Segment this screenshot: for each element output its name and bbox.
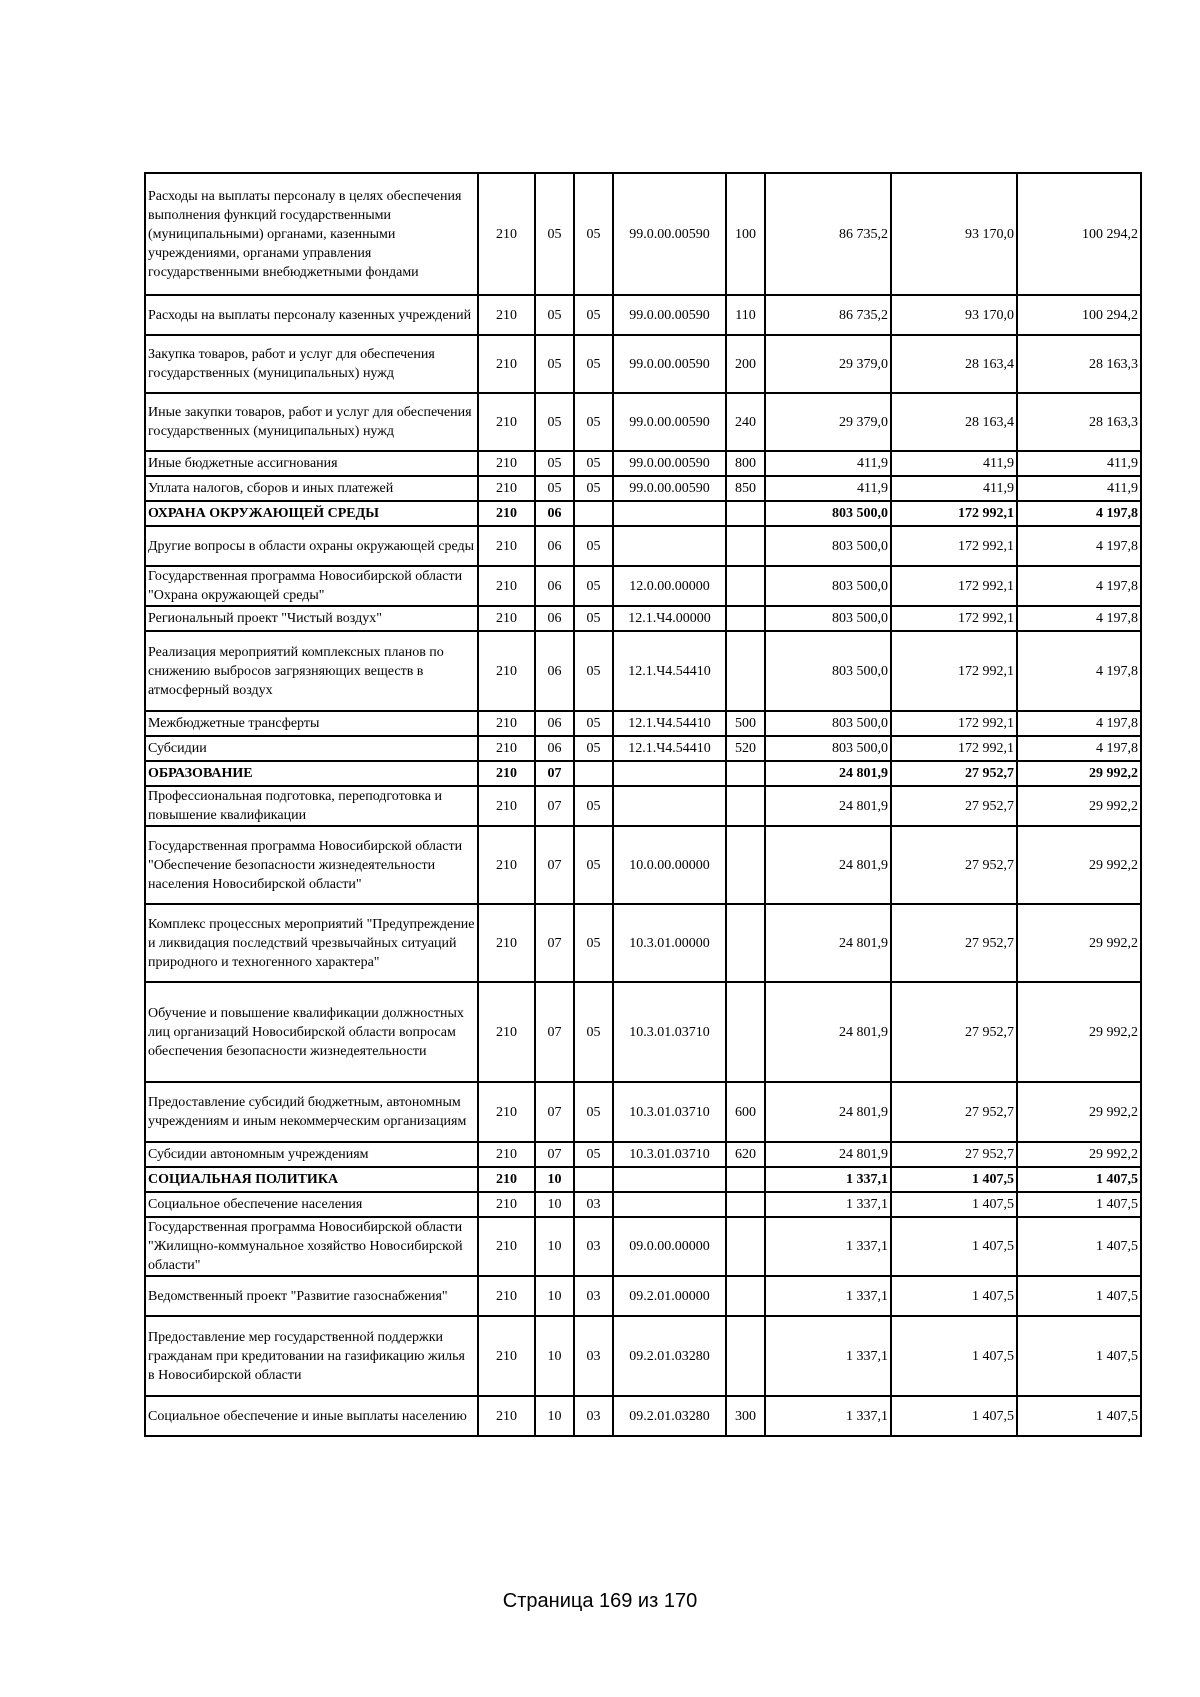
table-row (145, 711, 1141, 736)
row-amount-3: 4 197,8 (1017, 526, 1141, 566)
row-section: 06 (535, 736, 574, 761)
table-row (145, 1192, 1141, 1217)
table-row (145, 1167, 1141, 1192)
table-row (145, 173, 1141, 295)
row-section: 07 (535, 826, 574, 904)
row-expense-type (726, 761, 765, 786)
row-section: 06 (535, 631, 574, 711)
row-amount-2: 172 992,1 (891, 526, 1017, 566)
row-amount-1: 86 735,2 (765, 295, 891, 335)
row-amount-3: 1 407,5 (1017, 1167, 1141, 1192)
row-amount-3: 4 197,8 (1017, 566, 1141, 606)
row-amount-1: 24 801,9 (765, 1142, 891, 1167)
row-subsection: 05 (574, 1082, 613, 1142)
row-name: Профессиональная подготовка, переподготовка и повышение квалификации (145, 786, 478, 826)
row-name: Государственная программа Новосибирской области "Охрана окружающей среды" (145, 566, 478, 606)
row-ved: 210 (478, 786, 535, 826)
row-amount-3: 1 407,5 (1017, 1192, 1141, 1217)
row-target-article: 10.0.00.00000 (613, 826, 726, 904)
row-amount-3: 1 407,5 (1017, 1276, 1141, 1316)
row-amount-2: 172 992,1 (891, 606, 1017, 631)
row-name: Межбюджетные трансферты (145, 711, 478, 736)
row-section: 10 (535, 1316, 574, 1396)
row-section: 05 (535, 173, 574, 295)
row-expense-type (726, 982, 765, 1082)
table-row (145, 451, 1141, 476)
table-row (145, 786, 1141, 826)
row-ved: 210 (478, 501, 535, 526)
row-amount-2: 1 407,5 (891, 1276, 1017, 1316)
row-name: Региональный проект "Чистый воздух" (145, 606, 478, 631)
row-subsection (574, 761, 613, 786)
row-subsection (574, 1167, 613, 1192)
row-amount-3: 29 992,2 (1017, 904, 1141, 982)
row-target-article: 99.0.00.00590 (613, 335, 726, 393)
row-target-article: 99.0.00.00590 (613, 476, 726, 501)
row-amount-1: 24 801,9 (765, 786, 891, 826)
row-target-article (613, 526, 726, 566)
row-expense-type (726, 1217, 765, 1276)
row-amount-3: 1 407,5 (1017, 1396, 1141, 1436)
row-amount-2: 172 992,1 (891, 631, 1017, 711)
row-amount-2: 27 952,7 (891, 786, 1017, 826)
row-expense-type (726, 1276, 765, 1316)
row-subsection: 05 (574, 711, 613, 736)
row-expense-type: 600 (726, 1082, 765, 1142)
table-row (145, 606, 1141, 631)
row-section: 07 (535, 1142, 574, 1167)
row-ved: 210 (478, 826, 535, 904)
row-expense-type: 620 (726, 1142, 765, 1167)
row-expense-type: 300 (726, 1396, 765, 1436)
row-amount-3: 29 992,2 (1017, 1082, 1141, 1142)
row-ved: 210 (478, 476, 535, 501)
table-row (145, 295, 1141, 335)
row-target-article (613, 501, 726, 526)
row-target-article: 12.1.Ч4.54410 (613, 736, 726, 761)
row-section: 05 (535, 451, 574, 476)
row-section: 06 (535, 566, 574, 606)
row-name: Государственная программа Новосибирской области "Жилищно-коммунальное хозяйство Новосибирской области" (145, 1217, 478, 1276)
row-target-article: 99.0.00.00590 (613, 295, 726, 335)
row-ved: 210 (478, 1396, 535, 1436)
row-amount-1: 803 500,0 (765, 711, 891, 736)
row-amount-1: 29 379,0 (765, 393, 891, 451)
row-ved: 210 (478, 1082, 535, 1142)
row-amount-2: 172 992,1 (891, 501, 1017, 526)
row-subsection: 03 (574, 1396, 613, 1436)
row-target-article: 10.3.01.00000 (613, 904, 726, 982)
row-target-article: 09.2.01.00000 (613, 1276, 726, 1316)
row-subsection: 05 (574, 736, 613, 761)
row-expense-type: 800 (726, 451, 765, 476)
row-target-article: 09.0.00.00000 (613, 1217, 726, 1276)
row-amount-2: 93 170,0 (891, 295, 1017, 335)
row-name: Расходы на выплаты персоналу в целях обеспечения выполнения функций государственными (муниципальными) органами, казенными учреждениями, органами управления государственными внебюджетными фондами (145, 173, 478, 295)
row-section: 07 (535, 1082, 574, 1142)
row-expense-type (726, 1167, 765, 1192)
row-name: Обучение и повышение квалификации должностных лиц организаций Новосибирской области вопросам обеспечения безопасности жизнедеятельности (145, 982, 478, 1082)
row-amount-1: 803 500,0 (765, 631, 891, 711)
row-expense-type: 500 (726, 711, 765, 736)
table-row (145, 1276, 1141, 1316)
row-amount-2: 411,9 (891, 451, 1017, 476)
row-amount-2: 172 992,1 (891, 566, 1017, 606)
row-amount-2: 1 407,5 (891, 1192, 1017, 1217)
row-amount-2: 28 163,4 (891, 335, 1017, 393)
row-section: 05 (535, 335, 574, 393)
row-subsection: 05 (574, 606, 613, 631)
row-amount-1: 411,9 (765, 476, 891, 501)
row-amount-3: 1 407,5 (1017, 1316, 1141, 1396)
row-ved: 210 (478, 173, 535, 295)
row-ved: 210 (478, 1217, 535, 1276)
row-amount-3: 29 992,2 (1017, 826, 1141, 904)
row-section: 06 (535, 501, 574, 526)
row-name: Расходы на выплаты персоналу казенных учреждений (145, 295, 478, 335)
row-amount-2: 172 992,1 (891, 736, 1017, 761)
row-amount-1: 29 379,0 (765, 335, 891, 393)
row-amount-2: 27 952,7 (891, 982, 1017, 1082)
row-subsection: 05 (574, 476, 613, 501)
row-amount-1: 24 801,9 (765, 904, 891, 982)
table-row (145, 736, 1141, 761)
row-name: Субсидии автономным учреждениям (145, 1142, 478, 1167)
row-section: 07 (535, 982, 574, 1082)
row-subsection: 05 (574, 335, 613, 393)
row-section: 10 (535, 1276, 574, 1316)
table-row (145, 826, 1141, 904)
table-row (145, 982, 1141, 1082)
row-ved: 210 (478, 335, 535, 393)
row-subsection: 05 (574, 826, 613, 904)
row-amount-3: 4 197,8 (1017, 711, 1141, 736)
row-amount-1: 1 337,1 (765, 1396, 891, 1436)
row-subsection: 05 (574, 904, 613, 982)
row-expense-type (726, 501, 765, 526)
row-amount-2: 172 992,1 (891, 711, 1017, 736)
row-expense-type (726, 1192, 765, 1217)
row-amount-3: 28 163,3 (1017, 393, 1141, 451)
row-section: 06 (535, 526, 574, 566)
row-section: 05 (535, 393, 574, 451)
row-expense-type (726, 1316, 765, 1396)
row-target-article: 12.0.00.00000 (613, 566, 726, 606)
row-amount-3: 4 197,8 (1017, 631, 1141, 711)
row-name: Иные закупки товаров, работ и услуг для обеспечения государственных (муниципальных) нужд (145, 393, 478, 451)
row-subsection: 03 (574, 1276, 613, 1316)
row-amount-1: 24 801,9 (765, 1082, 891, 1142)
row-amount-2: 27 952,7 (891, 1082, 1017, 1142)
row-amount-1: 1 337,1 (765, 1316, 891, 1396)
row-amount-3: 29 992,2 (1017, 982, 1141, 1082)
row-expense-type (726, 631, 765, 711)
table-row (145, 393, 1141, 451)
row-ved: 210 (478, 393, 535, 451)
row-amount-1: 803 500,0 (765, 566, 891, 606)
row-ved: 210 (478, 566, 535, 606)
row-ved: 210 (478, 451, 535, 476)
row-amount-2: 27 952,7 (891, 1142, 1017, 1167)
row-expense-type: 520 (726, 736, 765, 761)
row-amount-3: 411,9 (1017, 451, 1141, 476)
row-amount-2: 1 407,5 (891, 1167, 1017, 1192)
row-ved: 210 (478, 631, 535, 711)
row-target-article (613, 1192, 726, 1217)
row-name: Субсидии (145, 736, 478, 761)
row-amount-1: 1 337,1 (765, 1217, 891, 1276)
row-name: СОЦИАЛЬНАЯ ПОЛИТИКА (145, 1167, 478, 1192)
row-subsection: 03 (574, 1316, 613, 1396)
row-ved: 210 (478, 1316, 535, 1396)
row-expense-type (726, 606, 765, 631)
row-name: ОБРАЗОВАНИЕ (145, 761, 478, 786)
row-section: 05 (535, 476, 574, 501)
row-amount-1: 803 500,0 (765, 736, 891, 761)
row-amount-2: 93 170,0 (891, 173, 1017, 295)
row-subsection: 03 (574, 1192, 613, 1217)
row-name: Социальное обеспечение населения (145, 1192, 478, 1217)
row-target-article (613, 786, 726, 826)
row-name: Другие вопросы в области охраны окружающей среды (145, 526, 478, 566)
row-section: 10 (535, 1167, 574, 1192)
row-target-article: 12.1.Ч4.00000 (613, 606, 726, 631)
row-name: Предоставление мер государственной поддержки гражданам при кредитовании на газификацию жилья в Новосибирской области (145, 1316, 478, 1396)
row-ved: 210 (478, 1192, 535, 1217)
row-target-article: 12.1.Ч4.54410 (613, 711, 726, 736)
table-row (145, 1142, 1141, 1167)
row-expense-type (726, 526, 765, 566)
table-row (145, 501, 1141, 526)
row-ved: 210 (478, 526, 535, 566)
row-amount-1: 86 735,2 (765, 173, 891, 295)
row-amount-2: 1 407,5 (891, 1316, 1017, 1396)
table-row (145, 904, 1141, 982)
row-subsection: 05 (574, 1142, 613, 1167)
row-amount-1: 24 801,9 (765, 982, 891, 1082)
row-section: 05 (535, 295, 574, 335)
row-target-article: 10.3.01.03710 (613, 982, 726, 1082)
row-target-article: 09.2.01.03280 (613, 1396, 726, 1436)
row-subsection: 05 (574, 526, 613, 566)
row-section: 07 (535, 904, 574, 982)
row-name: Предоставление субсидий бюджетным, автономным учреждениям и иным некоммерческим организациям (145, 1082, 478, 1142)
row-amount-2: 27 952,7 (891, 904, 1017, 982)
table-row (145, 1082, 1141, 1142)
row-target-article: 12.1.Ч4.54410 (613, 631, 726, 711)
row-expense-type (726, 826, 765, 904)
row-ved: 210 (478, 1142, 535, 1167)
row-target-article: 09.2.01.03280 (613, 1316, 726, 1396)
row-expense-type: 200 (726, 335, 765, 393)
row-name: Государственная программа Новосибирской области "Обеспечение безопасности жизнедеятельности населения Новосибирской области" (145, 826, 478, 904)
row-amount-3: 29 992,2 (1017, 786, 1141, 826)
row-amount-2: 1 407,5 (891, 1396, 1017, 1436)
row-section: 06 (535, 711, 574, 736)
table-row (145, 335, 1141, 393)
row-amount-1: 24 801,9 (765, 826, 891, 904)
row-amount-1: 803 500,0 (765, 526, 891, 566)
row-amount-1: 803 500,0 (765, 606, 891, 631)
row-target-article: 10.3.01.03710 (613, 1082, 726, 1142)
table-row (145, 526, 1141, 566)
row-amount-1: 803 500,0 (765, 501, 891, 526)
row-ved: 210 (478, 904, 535, 982)
row-subsection: 05 (574, 173, 613, 295)
row-amount-1: 24 801,9 (765, 761, 891, 786)
row-section: 07 (535, 786, 574, 826)
row-subsection: 05 (574, 566, 613, 606)
table-row (145, 476, 1141, 501)
row-section: 07 (535, 761, 574, 786)
row-subsection: 05 (574, 786, 613, 826)
row-subsection: 03 (574, 1217, 613, 1276)
table-row (145, 631, 1141, 711)
row-subsection: 05 (574, 393, 613, 451)
row-ved: 210 (478, 1276, 535, 1316)
row-amount-3: 4 197,8 (1017, 501, 1141, 526)
row-ved: 210 (478, 736, 535, 761)
row-section: 06 (535, 606, 574, 631)
row-ved: 210 (478, 1167, 535, 1192)
row-subsection: 05 (574, 631, 613, 711)
row-amount-3: 411,9 (1017, 476, 1141, 501)
table-row (145, 761, 1141, 786)
row-expense-type (726, 786, 765, 826)
row-amount-1: 411,9 (765, 451, 891, 476)
row-expense-type: 110 (726, 295, 765, 335)
row-section: 10 (535, 1217, 574, 1276)
row-amount-2: 27 952,7 (891, 761, 1017, 786)
row-amount-3: 29 992,2 (1017, 1142, 1141, 1167)
row-subsection: 05 (574, 295, 613, 335)
page-number: Страница 169 из 170 (502, 1590, 698, 1612)
row-amount-3: 1 407,5 (1017, 1217, 1141, 1276)
row-amount-2: 28 163,4 (891, 393, 1017, 451)
row-ved: 210 (478, 761, 535, 786)
row-subsection (574, 501, 613, 526)
row-amount-2: 27 952,7 (891, 826, 1017, 904)
table-row (145, 566, 1141, 606)
row-target-article (613, 1167, 726, 1192)
row-expense-type (726, 566, 765, 606)
table-row (145, 1396, 1141, 1436)
table-row (145, 1316, 1141, 1396)
row-amount-3: 100 294,2 (1017, 295, 1141, 335)
row-target-article (613, 761, 726, 786)
row-amount-3: 4 197,8 (1017, 736, 1141, 761)
row-section: 10 (535, 1192, 574, 1217)
row-name: ОХРАНА ОКРУЖАЮЩЕЙ СРЕДЫ (145, 501, 478, 526)
row-name: Иные бюджетные ассигнования (145, 451, 478, 476)
row-amount-3: 28 163,3 (1017, 335, 1141, 393)
row-target-article: 99.0.00.00590 (613, 451, 726, 476)
row-name: Реализация мероприятий комплексных планов по снижению выбросов загрязняющих веществ в атмосферный воздух (145, 631, 478, 711)
row-target-article: 10.3.01.03710 (613, 1142, 726, 1167)
row-name: Закупка товаров, работ и услуг для обеспечения государственных (муниципальных) нужд (145, 335, 478, 393)
row-amount-1: 1 337,1 (765, 1167, 891, 1192)
row-amount-2: 1 407,5 (891, 1217, 1017, 1276)
row-name: Ведомственный проект "Развитие газоснабжения" (145, 1276, 478, 1316)
row-name: Социальное обеспечение и иные выплаты населению (145, 1396, 478, 1436)
row-ved: 210 (478, 711, 535, 736)
row-amount-3: 100 294,2 (1017, 173, 1141, 295)
row-ved: 210 (478, 982, 535, 1082)
row-name: Уплата налогов, сборов и иных платежей (145, 476, 478, 501)
row-section: 10 (535, 1396, 574, 1436)
row-name: Комплекс процессных мероприятий "Предупреждение и ликвидация последствий чрезвычайных ситуаций природного и техногенного характера" (145, 904, 478, 982)
row-amount-1: 1 337,1 (765, 1192, 891, 1217)
row-ved: 210 (478, 606, 535, 631)
budget-table (144, 172, 1142, 1437)
row-target-article: 99.0.00.00590 (613, 393, 726, 451)
row-amount-1: 1 337,1 (765, 1276, 891, 1316)
row-amount-2: 411,9 (891, 476, 1017, 501)
row-subsection: 05 (574, 982, 613, 1082)
row-expense-type: 850 (726, 476, 765, 501)
row-amount-3: 4 197,8 (1017, 606, 1141, 631)
table-row (145, 1217, 1141, 1276)
row-subsection: 05 (574, 451, 613, 476)
row-amount-3: 29 992,2 (1017, 761, 1141, 786)
row-target-article: 99.0.00.00590 (613, 173, 726, 295)
row-ved: 210 (478, 295, 535, 335)
row-expense-type (726, 904, 765, 982)
row-expense-type: 240 (726, 393, 765, 451)
row-expense-type: 100 (726, 173, 765, 295)
